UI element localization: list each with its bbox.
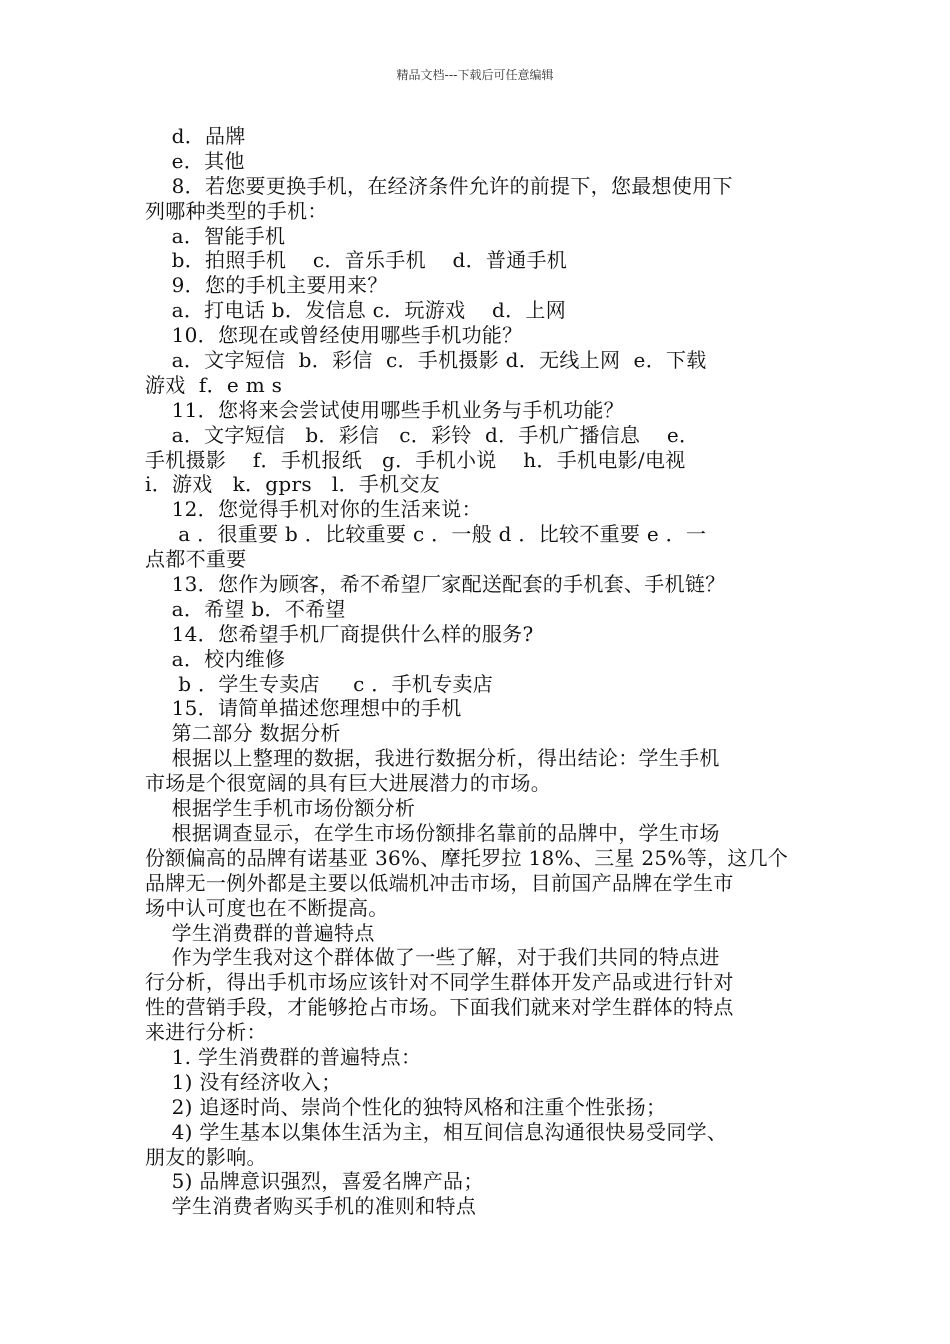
body-line: a ．很重要 b ．比较重要 c ．一般 d ．比较不重要 e ．一 [145, 522, 707, 547]
body-line: 10．您现在或曾经使用哪些手机功能？ [145, 323, 523, 348]
body-line: 14．您希望手机厂商提供什么样的服务? [145, 621, 534, 646]
subsection-heading: 根据学生手机市场份额分析 [145, 796, 416, 821]
body-line: 15．请简单描述您理想中的手机 [145, 696, 462, 721]
body-line: 9．您的手机主要用来？ [145, 273, 388, 298]
body-line: 游戏 f．e m s [145, 372, 283, 397]
body-line: 行分析，得出手机市场应该针对不同学生群体开发产品或进行针对 [145, 970, 734, 995]
body-line: 1. 学生消费群的普遍特点： [145, 1044, 422, 1069]
body-line: 11．您将来会尝试使用哪些手机业务与手机功能？ [145, 397, 624, 422]
subsection-heading: 学生消费群的普遍特点 [145, 920, 375, 945]
body-line: a．文字短信 b．彩信 c．手机摄影 d．无线上网 e．下载 [145, 348, 707, 373]
body-line: b．拍照手机 c．音乐手机 d．普通手机 [145, 248, 568, 273]
body-line: 13．您作为顾客，希不希望厂家配送配套的手机套、手机链？ [145, 572, 726, 597]
body-line: 手机摄影 f．手机报纸 g．手机小说 h．手机电影/电视 [145, 447, 686, 472]
body-line: a．校内维修 [145, 646, 286, 671]
body-line: e．其他 [145, 148, 245, 173]
body-line: 4) 学生基本以集体生活为主，相互间信息沟通很快易受同学、 [145, 1119, 728, 1144]
body-line: 朋友的影响。 [145, 1144, 267, 1169]
body-line: 来进行分析： [145, 1020, 267, 1045]
subsection-heading: 学生消费者购买手机的准则和特点 [145, 1194, 477, 1219]
body-line: 2) 追逐时尚、崇尚个性化的独特风格和注重个性张扬； [145, 1094, 667, 1119]
body-line: i．游戏 k．gprs l．手机交友 [145, 472, 441, 497]
body-line: 12．您觉得手机对你的生活来说： [145, 497, 482, 522]
page-header: 精品文档---下载后可任意编辑 [396, 68, 554, 82]
body-line: a．文字短信 b．彩信 c．彩铃 d．手机广播信息 e． [145, 422, 700, 447]
body-line: 根据调查显示，在学生市场份额排名靠前的品牌中，学生市场 [145, 820, 720, 845]
body-line: 5) 品牌意识强烈，喜爱名牌产品； [145, 1169, 484, 1194]
body-line: 8．若您要更换手机，在经济条件允许的前提下，您最想使用下 [145, 173, 733, 198]
body-line: b ．学生专卖店 c ．手机专卖店 [145, 671, 494, 696]
body-line: 性的营销手段，才能够抢占市场。下面我们就来对学生群体的特点 [145, 995, 734, 1020]
body-line: d．品牌 [145, 124, 246, 148]
body-line: 点都不重要 [145, 547, 247, 572]
body-line: 场中认可度也在不断提高。 [145, 895, 389, 920]
body-line: 列哪种类型的手机： [145, 198, 328, 223]
body-line: 份额偏高的品牌有诺基亚 36%、摩托罗拉 18%、三星 25%等，这几个 [145, 845, 789, 870]
body-line: 品牌无一例外都是主要以低端机冲击市场，目前国产品牌在学生市 [145, 870, 734, 895]
document-body [145, 124, 810, 1219]
body-line: 根据以上整理的数据，我进行数据分析，得出结论：学生手机 [145, 746, 720, 771]
body-line: a．希望 b．不希望 [145, 596, 346, 621]
body-line: 1) 没有经济收入； [145, 1069, 342, 1094]
body-line: 市场是个很宽阔的具有巨大进展潜力的市场。 [145, 771, 551, 796]
section-heading: 第二部分 数据分析 [145, 721, 341, 746]
body-line: 作为学生我对这个群体做了一些了解，对于我们共同的特点进 [145, 945, 720, 970]
body-line: a．打电话 b．发信息 c．玩游戏 d．上网 [145, 298, 567, 323]
body-line: a．智能手机 [145, 223, 286, 248]
